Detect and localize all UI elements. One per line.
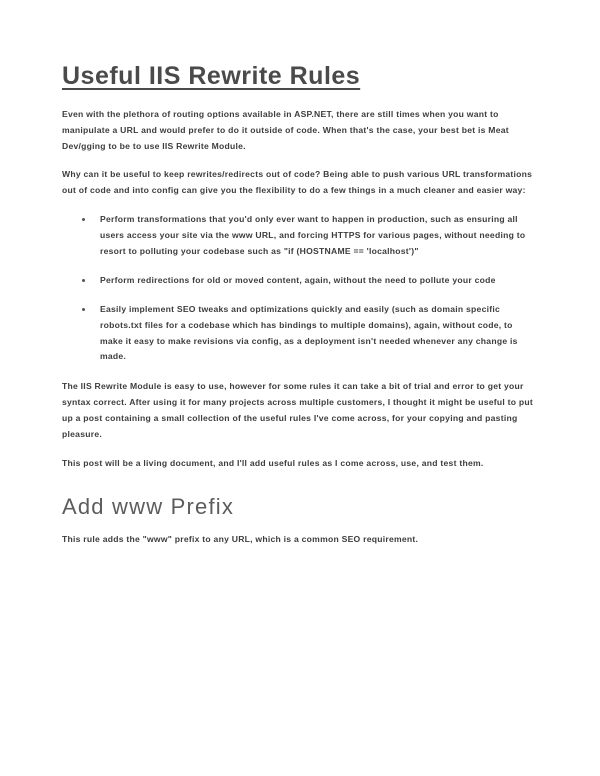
- list-item-text: Perform redirections for old or moved content, again, without the need to pollute your code: [100, 274, 496, 285]
- list-item-text: Easily implement SEO tweaks and optimizations quickly and easily (such as domain specific robots.txt files for a codebase which has bindings to multiple domains), again, without code, to make it easy to make revisions via config, as a deployment isn't needed whenever any change is made.: [100, 303, 518, 362]
- page-title: Useful IIS Rewrite Rules: [62, 62, 361, 90]
- outro-paragraph-1: The IIS Rewrite Module is easy to use, however for some rules it can take a bit of trial and error to get your syntax correct. After using it for many projects across multiple customers, I thought it might be useful to put up a post containing a small collection of the useful rules I've come across, for your copying and pasting pleasure.: [62, 381, 534, 439]
- list-item: [62, 212, 538, 260]
- list-item: [62, 302, 538, 366]
- intro-paragraph-1: Even with the plethora of routing options available in ASP.NET, there are still times when you want to manipulate a URL and would prefer to do it outside of code. When that's the case, your best bet is Meat Dev/gging to be to use IIS Rewrite Module.: [62, 108, 509, 151]
- list-item: [62, 273, 538, 289]
- bullet-dot-icon: [82, 218, 85, 221]
- section-paragraph: This rule adds the "www" prefix to any URL, which is a common SEO requirement.: [62, 534, 419, 545]
- section-heading-add-www-prefix: Add www Prefix: [62, 493, 235, 519]
- benefits-list: [62, 212, 538, 365]
- list-item-text: Perform transformations that you'd only ever want to happen in production, such as ensuring all users access your site via the www URL, and forcing HTTPS for various pages, without needing to resort to polluting your codebase such as "if (HOSTNAME == 'localhost')": [100, 214, 526, 256]
- intro-paragraph-2: Why can it be useful to keep rewrites/redirects out of code? Being able to push various URL transformations out of code and into config can give you the flexibility to do a few things in a much cleaner and easier way:: [62, 169, 533, 196]
- outro-paragraph-2: This post will be a living document, and I'll add useful rules as I come across, use, and test them.: [62, 457, 484, 468]
- bullet-dot-icon: [82, 308, 85, 311]
- bullet-dot-icon: [82, 279, 85, 282]
